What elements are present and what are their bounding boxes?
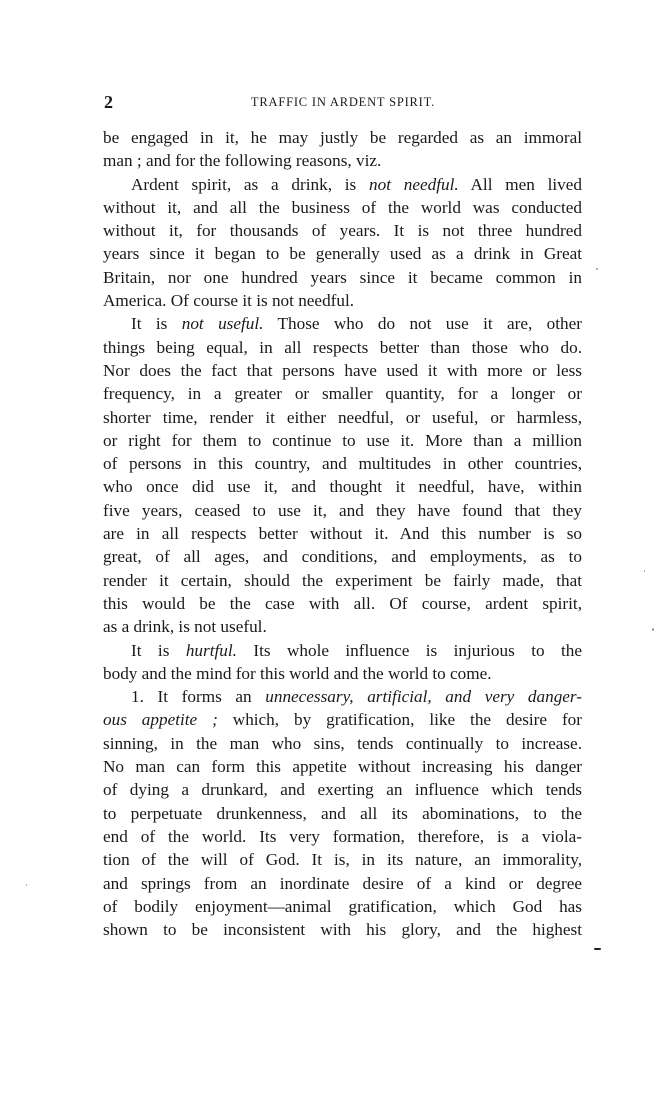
text-segment: America. Of course it is not needful. <box>103 291 355 311</box>
text-segment: tion of the will of God. It is, in its nature, an immorality, <box>103 850 582 870</box>
text-segment: things being equal, in all respects better than those who do. <box>103 337 582 357</box>
text-segment: render it certain, should the experiment be fairly made, that <box>103 570 582 590</box>
text-segment: 1. It forms an <box>131 687 266 707</box>
text-line <box>103 895 582 918</box>
text-line <box>103 872 582 895</box>
text-line <box>103 569 582 592</box>
text-line <box>103 266 582 289</box>
text-line <box>103 359 582 382</box>
text-line <box>103 825 582 848</box>
text-segment: end of the world. Its very formation, therefore, is a viola- <box>103 826 582 846</box>
text-segment: Ardent spirit, as a drink, is <box>131 174 370 194</box>
italic-text: unnecessary, artificial, and very danger- <box>265 687 582 707</box>
text-segment: Nor does the fact that persons have used it with more or less <box>103 360 582 380</box>
text-line <box>103 732 582 755</box>
text-segment: without it, and all the business of the world was conducted <box>103 197 582 217</box>
scan-speck <box>644 570 645 572</box>
text-line <box>103 382 582 405</box>
running-head <box>104 92 582 112</box>
text-line <box>103 289 582 312</box>
scan-speck <box>652 628 654 631</box>
text-segment: and springs from an inordinate desire of a kind or degree <box>103 873 582 893</box>
text-segment: All men lived <box>458 174 582 194</box>
text-line <box>103 615 582 638</box>
text-segment: It is <box>131 314 182 334</box>
text-line <box>103 242 582 265</box>
text-segment: body and the mind for this world and the world to come. <box>103 663 492 683</box>
text-line <box>103 499 582 522</box>
text-line <box>103 685 582 708</box>
text-line <box>103 149 582 172</box>
text-segment: sinning, in the man who sins, tends continually to increase. <box>103 733 582 753</box>
text-segment: years since it began to be generally used as a drink in Great <box>103 244 582 264</box>
text-segment: Those who do not use it are, other <box>263 314 582 334</box>
text-line <box>103 452 582 475</box>
text-line <box>103 336 582 359</box>
text-segment: to perpetuate drunkenness, and all its abominations, to the <box>103 803 582 823</box>
text-line <box>103 918 582 941</box>
text-segment: Britain, nor one hundred years since it became common in <box>103 267 582 287</box>
text-line <box>103 126 582 149</box>
text-line <box>103 429 582 452</box>
text-segment: It is <box>131 640 186 660</box>
body-text <box>103 126 582 941</box>
scan-speck <box>594 948 601 950</box>
text-segment: without it, for thousands of years. It is not three hundred <box>103 221 582 241</box>
text-line <box>103 406 582 429</box>
text-segment: who once did use it, and thought it needful, have, within <box>103 477 582 497</box>
text-segment: shorter time, render it either needful, or useful, or harmless, <box>103 407 582 427</box>
text-line <box>103 802 582 825</box>
text-line <box>103 848 582 871</box>
text-line <box>103 522 582 545</box>
text-segment: great, of all ages, and conditions, and employments, as to <box>103 547 582 567</box>
text-segment: as a drink, is not useful. <box>103 617 267 637</box>
text-segment: or right for them to continue to use it. More than a million <box>103 430 582 450</box>
italic-text: ous appetite ; <box>103 710 218 730</box>
page-number: 2 <box>104 92 114 112</box>
italic-text: hurtful. <box>185 640 237 660</box>
text-line <box>103 219 582 242</box>
text-segment: frequency, in a greater or smaller quantity, for a longer or <box>103 384 582 404</box>
text-segment: of bodily enjoyment—animal gratification, which God has <box>103 896 582 916</box>
scan-speck <box>596 268 598 270</box>
text-segment: man ; and for the following reasons, viz. <box>103 151 382 171</box>
running-title: TRAFFIC IN ARDENT SPIRIT. <box>250 95 436 109</box>
text-segment: of persons in this country, and multitudes in other countries, <box>103 454 582 474</box>
text-line <box>103 708 582 731</box>
text-segment: shown to be inconsistent with his glory, and the highest <box>103 920 582 940</box>
text-segment: be engaged in it, he may justly be regarded as an immoral <box>103 128 582 147</box>
text-line <box>103 778 582 801</box>
text-line <box>103 312 582 335</box>
text-segment: of dying a drunkard, and exerting an influence which tends <box>103 780 582 800</box>
text-segment: Its whole influence is injurious to the <box>236 640 582 660</box>
text-segment: which, by gratification, like the desire for <box>217 710 582 730</box>
italic-text: not useful. <box>181 314 264 334</box>
text-line <box>103 196 582 219</box>
text-line <box>103 475 582 498</box>
text-line <box>103 755 582 778</box>
text-segment: are in all respects better without it. And this number is so <box>103 524 582 544</box>
text-line <box>103 173 582 196</box>
text-line <box>103 662 582 685</box>
text-line <box>103 545 582 568</box>
text-segment: this would be the case with all. Of course, ardent spirit, <box>103 593 582 613</box>
text-line <box>103 592 582 615</box>
scan-speck <box>26 884 27 886</box>
text-line <box>103 639 582 662</box>
text-segment: five years, ceased to use it, and they have found that they <box>103 500 582 520</box>
italic-text: not needful. <box>369 174 459 194</box>
text-segment: No man can form this appetite without increasing his danger <box>103 757 582 777</box>
